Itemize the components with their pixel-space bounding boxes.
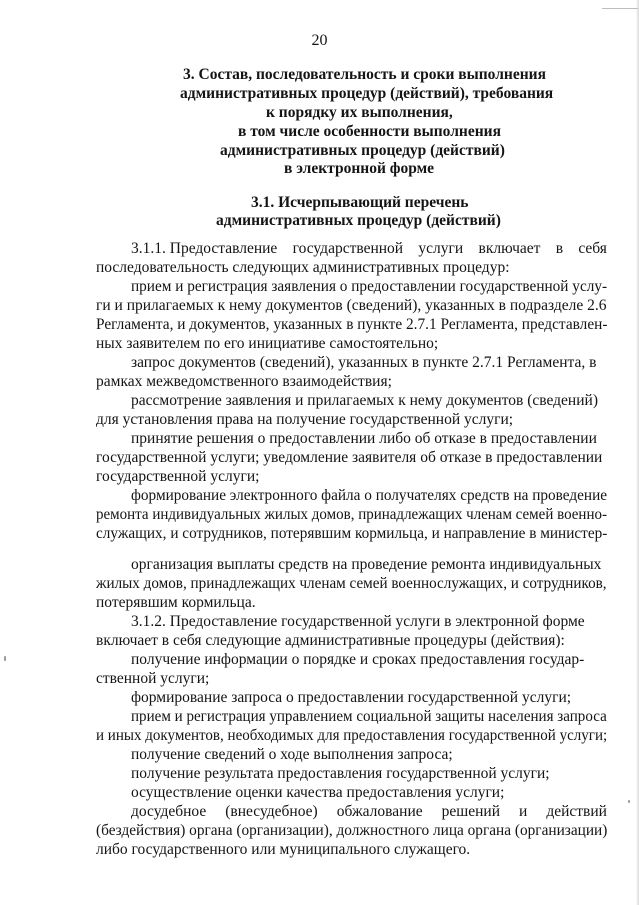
word: 3.1.1. Предоставление (131, 240, 278, 257)
word: в (555, 240, 564, 257)
section-heading-line: в том числе особенности выполнения (238, 123, 501, 140)
word: досудебное (131, 803, 207, 820)
word: включает (478, 240, 541, 257)
word: решений (441, 803, 500, 820)
paragraph-line: потерявшим кормильца. (96, 594, 256, 611)
paragraph-line: последовательность следующих административных процедур: (96, 259, 510, 276)
paragraph-line (131, 803, 607, 820)
paragraph-line: ственной услуги; (96, 670, 210, 687)
paragraph-line: Регламента, и документов, указанных в пункте 2.7.1 Регламента, представлен- (96, 316, 608, 333)
paragraph-line: формирование электронного файла о получателях средств на проведение (131, 487, 608, 504)
section-heading-line: в электронной форме (284, 160, 435, 177)
paragraph-line: государственной услуги; (96, 468, 260, 485)
word: услуги (418, 240, 464, 257)
paragraph-line (131, 240, 607, 257)
paragraph-line: либо государственного или муниципального служащего. (96, 841, 471, 858)
section-heading-line: административных процедур (действий), требования (180, 85, 554, 102)
word: обжалование (336, 803, 423, 820)
paragraph-line: формирование запроса о предоставлении государственной услуги; (131, 689, 572, 706)
paragraph-line: служащих, и сотрудников, потерявшим кормильца, и направление в министер- (96, 525, 608, 542)
paragraph-line: рассмотрение заявления и прилагаемых к нему документов (сведений) (131, 392, 598, 409)
paragraph-line: жилых домов, принадлежащих членам семей военнослужащих, и сотрудников, (96, 575, 607, 592)
paragraph-line: прием и регистрация заявления о предоставлении государственной услу- (131, 278, 608, 295)
word: и (519, 803, 528, 820)
paragraph-line: ремонта индивидуальных жилых домов, принадлежащих членам семей военно- (96, 506, 607, 523)
paragraph-line: запрос документов (сведений), указанных в пункте 2.7.1 Регламента, в (131, 354, 597, 371)
scan-artifact-dot (628, 800, 630, 803)
paragraph-line: ги и прилагаемых к нему документов (сведений), указанных в подразделе 2.6 (96, 297, 607, 314)
paragraph-line: для установления права на получение государственной услуги; (96, 411, 514, 428)
word: действий (546, 803, 607, 820)
scan-artifact-dot (4, 656, 6, 661)
scan-artifact-dot (602, 8, 638, 9)
paragraph-line: рамках межведомственного взаимодействия; (96, 373, 392, 390)
paragraph-line: получение сведений о ходе выполнения запроса; (131, 746, 453, 763)
paragraph-line: ных заявителем по его инициативе самостоятельно; (96, 335, 439, 352)
section-heading-line: 3. Состав, последовательность и сроки выполнения (183, 66, 546, 83)
subsection-heading-line: административных процедур (действий) (216, 212, 501, 229)
paragraph-line: организация выплаты средств на проведение ремонта индивидуальных (131, 556, 602, 573)
word: себя (578, 240, 607, 257)
subsection-heading-line: 3.1. Исчерпывающий перечень (251, 194, 469, 211)
section-heading-line: к порядку их выполнения, (266, 104, 453, 121)
paragraph-line: 3.1.2. Предоставление государственной услуги в электронной форме (131, 613, 585, 630)
paragraph-line: получение результата предоставления государственной услуги; (131, 765, 550, 782)
section-heading-line: административных процедур (действий) (220, 142, 505, 159)
paragraph-line: получение информации о порядке и сроках предоставления государ- (131, 651, 585, 668)
page-number: 20 (311, 32, 328, 49)
paragraph-line: принятие решения о предоставлении либо об отказе в предоставлении (131, 430, 597, 447)
paragraph-line: (бездействия) органа (организации), должностного лица органа (организации) (96, 822, 608, 839)
paragraph-line: государственной услуги; уведомление заявителя об отказе в предоставлении (96, 449, 603, 466)
paragraph-line: и иных документов, необходимых для предоставления государственной услуги; (96, 727, 608, 744)
word: (внесудебное) (225, 803, 318, 820)
paragraph-line: прием и регистрация управлением социальной защиты населения запроса (131, 708, 607, 725)
word: государственной (292, 240, 404, 257)
paragraph-line: осуществление оценки качества предоставления услуги; (131, 784, 505, 801)
paragraph-line: включает в себя следующие административные процедуры (действия): (96, 632, 565, 649)
